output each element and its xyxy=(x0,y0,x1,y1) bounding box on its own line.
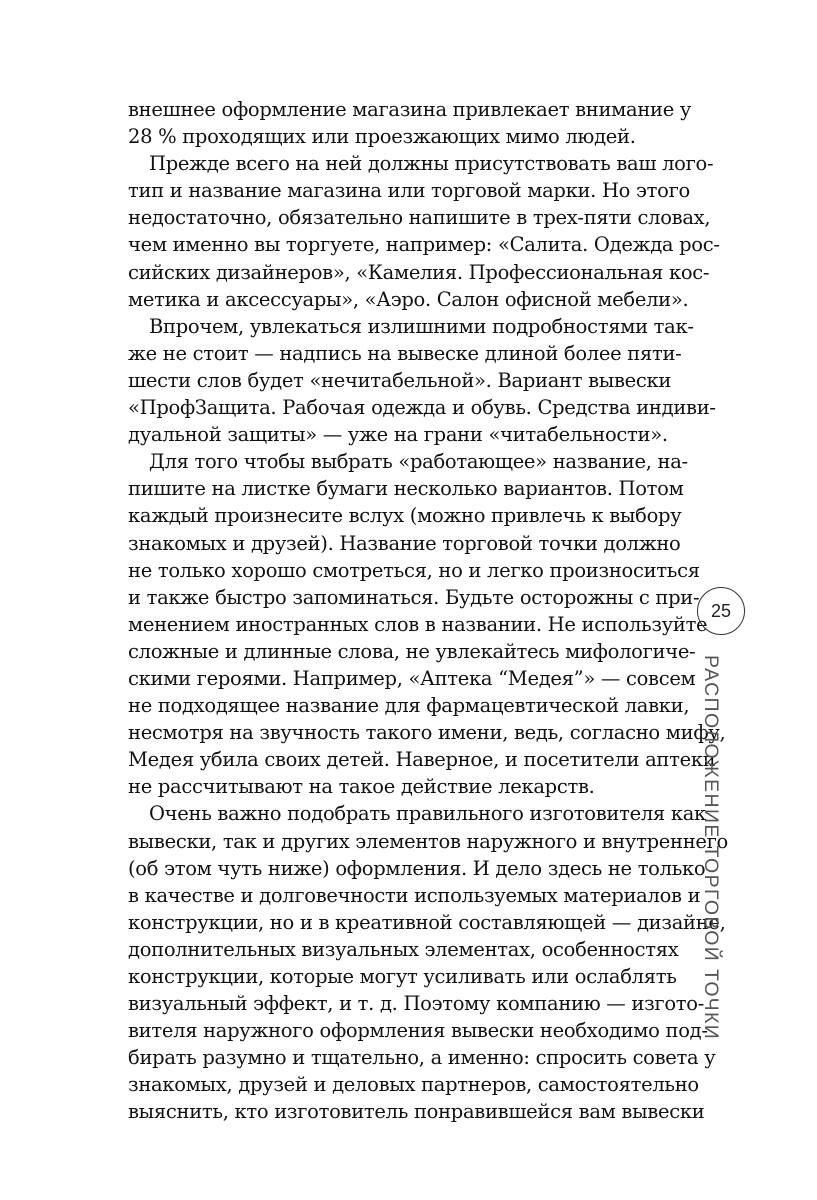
text-line: несмотря на звучность такого имени, ведь, согласно мифу, xyxy=(128,721,726,745)
text-line: не рассчитывают на такое действие лекарств. xyxy=(128,775,595,799)
text-line: знакомых, друзей и деловых партнеров, самостоятельно xyxy=(128,1073,699,1097)
text-line: сийских дизайнеров», «Камелия. Профессиональная кос- xyxy=(128,260,710,284)
text-line: дуальной защиты» — уже на грани «читабельности». xyxy=(128,423,668,447)
text-line: «ПрофЗащита. Рабочая одежда и обувь. Средства индиви- xyxy=(128,396,716,420)
text-line: выяснить, кто изготовитель понравившейся вам вывески xyxy=(128,1100,705,1124)
text-line: дополнительных визуальных элементах, особенностях xyxy=(128,937,679,961)
text-line: визуальный эффект, и т. д. Поэтому компанию — изгото- xyxy=(128,992,704,1016)
text-line: менением иностранных слов в названии. Не используйте xyxy=(128,612,708,636)
text-line: недостаточно, обязательно напишите в трех-пяти словах, xyxy=(128,206,711,230)
text-line: каждый произнесите вслух (можно привлечь к выбору xyxy=(128,504,682,528)
text-line: не подходящее название для фармацевтической лавки, xyxy=(128,694,690,718)
text-line: тип и название магазина или торговой марки. Но этого xyxy=(128,179,690,203)
text-line: Медея убила своих детей. Наверное, и посетители аптеки xyxy=(128,748,716,772)
text-line: конструкции, которые могут усиливать или ослаблять xyxy=(128,965,677,988)
text-line: метика и аксессуары», «Аэро. Салон офисной мебели». xyxy=(128,287,689,311)
text-line: Очень важно подобрать правильного изготовителя как xyxy=(149,802,706,826)
text-line: и также быстро запоминаться. Будьте осторожны с при- xyxy=(128,585,700,609)
text-line: 28 % проходящих или проезжающих мимо людей. xyxy=(128,125,636,149)
text-line: конструкции, но и в креативной составляющей — дизайне, xyxy=(128,910,726,934)
text-line: в качестве и долговечности используемых материалов и xyxy=(128,883,701,907)
text-line: шести слов будет «нечитабельной». Вариант вывески xyxy=(128,368,672,392)
text-line: бирать разумно и тщательно, а именно: спросить совета у xyxy=(128,1046,716,1070)
page-number-label: 25 xyxy=(710,600,732,621)
text-line: сложные и длинные слова, не увлекайтесь мифологиче- xyxy=(128,639,696,663)
page-number xyxy=(697,587,745,635)
text-line: вывески, так и других элементов наружного и внутреннего xyxy=(128,829,728,853)
text-line: чем именно вы торгуете, например: «Салита. Одежда рос- xyxy=(128,233,720,257)
running-head: РАСПОЛОЖЕНИЕ ТОРГОВОЙ ТОЧКИ xyxy=(700,655,722,1041)
text-line: не только хорошо смотреться, но и легко произноситься xyxy=(128,558,700,582)
text-line: пишите на листке бумаги несколько вариантов. Потом xyxy=(128,477,684,501)
text-line: знакомых и друзей). Название торговой точки должно xyxy=(128,531,681,555)
text-line: Прежде всего на ней должны присутствовать ваш лого- xyxy=(149,152,714,176)
text-line: (об этом чуть ниже) оформления. И дело здесь не только xyxy=(128,856,706,880)
text-line: внешнее оформление магазина привлекает внимание у xyxy=(128,98,692,121)
text-line: вителя наружного оформления вывески необходимо под- xyxy=(128,1019,708,1043)
text-line: Для того чтобы выбрать «работающее» название, на- xyxy=(149,450,688,474)
text-line: Впрочем, увлекаться излишними подробностями так- xyxy=(149,314,694,338)
text-line: же не стоит — надпись на вывеске длиной более пяти- xyxy=(128,341,682,365)
text-line: скими героями. Например, «Аптека “Медея”» — совсем xyxy=(128,666,696,690)
